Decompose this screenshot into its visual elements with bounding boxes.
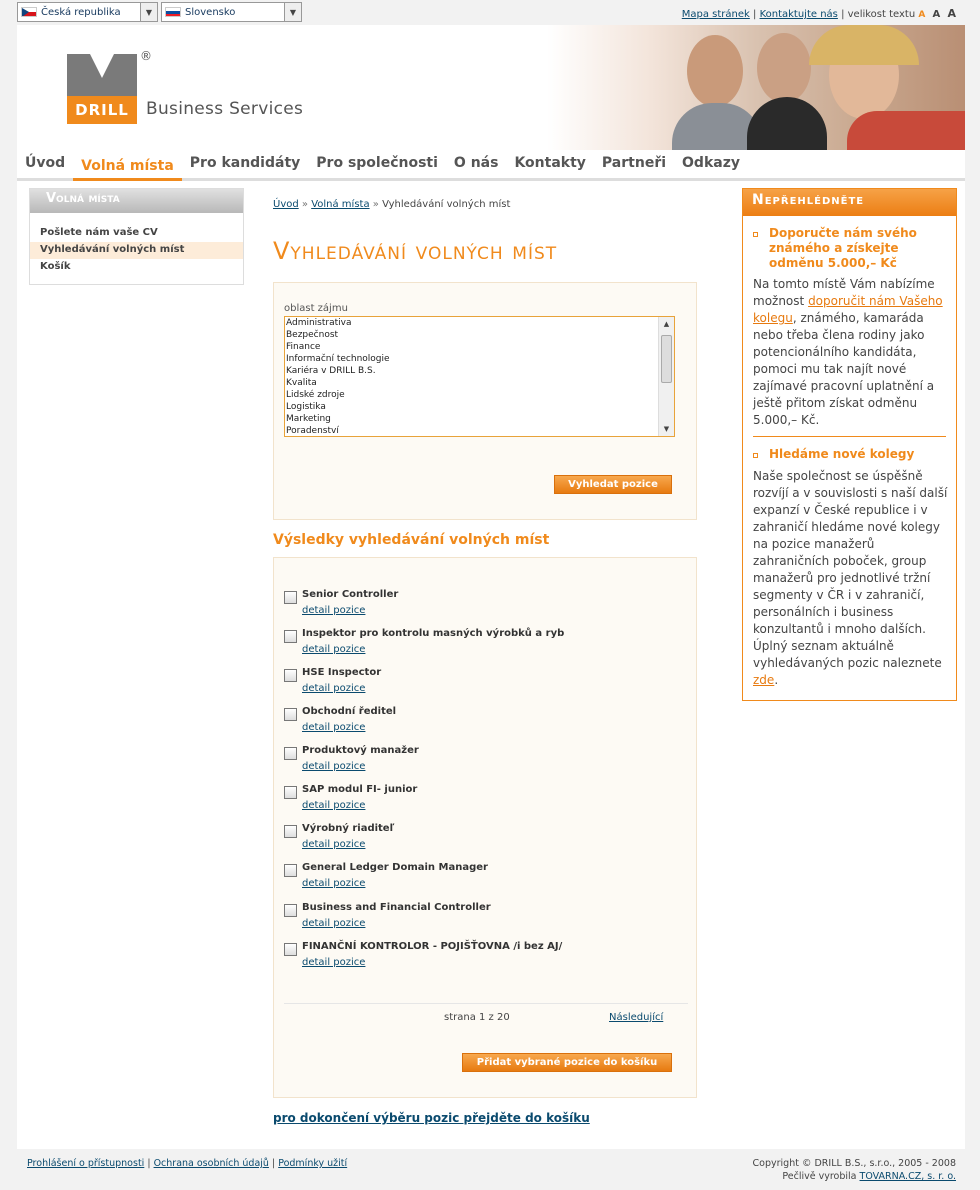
job-checkbox[interactable]: [284, 825, 297, 838]
listbox-option[interactable]: Logistika: [286, 402, 326, 412]
country-label: Slovensko: [185, 6, 236, 18]
job-row: [284, 900, 684, 936]
footer-privacy-link[interactable]: Ochrana osobních údajů: [153, 1158, 269, 1169]
font-size-medium[interactable]: A: [932, 9, 941, 20]
listbox-option[interactable]: Marketing: [286, 414, 331, 424]
nav-pro-spolecnosti[interactable]: Pro společnosti: [316, 155, 438, 171]
contact-link[interactable]: Kontaktujte nás: [759, 9, 838, 20]
job-detail-link[interactable]: detail pozice: [302, 605, 366, 616]
job-row: [284, 704, 684, 740]
search-button[interactable]: Vyhledat pozice: [554, 475, 672, 494]
job-row: [284, 782, 684, 818]
header-photo: [547, 25, 965, 150]
bullet-icon: [753, 453, 758, 458]
menu-item-send-cv[interactable]: Pošlete nám vaše CV: [40, 227, 158, 238]
tovarna-link[interactable]: TOVARNA.CZ, s. r. o.: [859, 1171, 956, 1182]
area-label: oblast zájmu: [284, 303, 348, 314]
breadcrumb-home[interactable]: Úvod: [273, 199, 299, 210]
listbox-option[interactable]: Informační technologie: [286, 354, 390, 364]
job-title: FINANČNÍ KONTROLOR - POJIŠŤOVNA /i bez AJ/: [302, 941, 563, 952]
listbox-option[interactable]: Lidské zdroje: [286, 390, 345, 400]
sidebar-heading-referral: Doporučte nám svého známého a získejte odměnu 5.000,– Kč: [769, 226, 917, 270]
fontsize-label: velikost textu: [847, 9, 916, 20]
job-detail-link[interactable]: detail pozice: [302, 957, 366, 968]
font-size-small[interactable]: A: [918, 10, 926, 20]
nav-kontakty[interactable]: Kontakty: [514, 155, 586, 171]
job-detail-link[interactable]: detail pozice: [302, 800, 366, 811]
pagination: [284, 1003, 688, 1023]
positions-link[interactable]: zde: [753, 673, 775, 687]
country-select-sk[interactable]: [161, 2, 302, 22]
sidebar-heading-hiring: Hledáme nové kolegy: [769, 447, 915, 461]
search-form: [273, 282, 697, 520]
nav-o-nas[interactable]: O nás: [453, 155, 499, 171]
job-row: [284, 626, 684, 662]
job-detail-link[interactable]: detail pozice: [302, 722, 366, 733]
listbox-scrollbar[interactable]: [658, 317, 674, 436]
job-detail-link[interactable]: detail pozice: [302, 878, 366, 889]
job-row: [284, 587, 684, 623]
listbox-option[interactable]: Administrativa: [286, 318, 352, 328]
job-title: Výrobný riaditeľ: [302, 823, 395, 834]
country-label: Česká republika: [41, 6, 121, 18]
job-checkbox[interactable]: [284, 904, 297, 917]
scroll-thumb[interactable]: [661, 335, 672, 383]
sidebar-title: Nepřehlédněte: [743, 189, 956, 216]
job-checkbox[interactable]: [284, 669, 297, 682]
page-title: Vyhledávání volných míst: [273, 237, 558, 265]
main-nav: [17, 153, 965, 181]
job-title: Business and Financial Controller: [302, 902, 491, 913]
add-to-cart-button[interactable]: Přidat vybrané pozice do košíku: [462, 1053, 672, 1072]
footer-terms-link[interactable]: Podmínky užití: [278, 1158, 348, 1169]
copyright: Copyright © DRILL B.S., s.r.o., 2005 - 2008: [752, 1158, 956, 1169]
job-checkbox[interactable]: [284, 864, 297, 877]
job-detail-link[interactable]: detail pozice: [302, 839, 366, 850]
job-title: HSE Inspector: [302, 667, 382, 678]
job-checkbox[interactable]: [284, 630, 297, 643]
left-menu-title: Volná místa: [30, 189, 243, 213]
job-detail-link[interactable]: detail pozice: [302, 644, 366, 655]
sitemap-link[interactable]: Mapa stránek: [681, 9, 750, 20]
nav-volna-mista[interactable]: Volná místa: [73, 155, 182, 181]
top-links: Mapa stránek | Kontaktujte nás | velikost textu A A A: [681, 7, 956, 20]
scroll-down-icon[interactable]: ▼: [663, 425, 670, 433]
sidebar-divider: [753, 436, 946, 437]
listbox-option[interactable]: Kvalita: [286, 378, 317, 388]
sk-flag-icon: [165, 7, 181, 17]
sidebar-box: [742, 188, 957, 701]
breadcrumb-current: Vyhledávání volných míst: [382, 199, 511, 210]
font-size-large[interactable]: A: [947, 7, 956, 20]
job-detail-link[interactable]: detail pozice: [302, 761, 366, 772]
job-title: Senior Controller: [302, 589, 399, 600]
brand-tagline: Business Services: [146, 99, 304, 119]
area-listbox[interactable]: [284, 316, 675, 437]
breadcrumb: [273, 199, 510, 210]
nav-odkazy[interactable]: Odkazy: [682, 155, 740, 171]
page: [17, 25, 965, 1149]
job-title: Produktový manažer: [302, 745, 419, 756]
country-select-cz[interactable]: [17, 2, 158, 22]
breadcrumb-volna-mista[interactable]: Volná místa: [311, 199, 370, 210]
cz-flag-icon: [21, 7, 37, 17]
job-checkbox[interactable]: [284, 943, 297, 956]
footer-accessibility-link[interactable]: Prohlášení o přístupnosti: [27, 1158, 145, 1169]
nav-pro-kandidaty[interactable]: Pro kandidáty: [189, 155, 301, 171]
drill-logo[interactable]: [67, 54, 137, 124]
bullet-icon: [753, 232, 758, 237]
sidebar-text-referral: Na tomto místě Vám nabízíme možnost doporučit nám Vašeho kolegu, známého, kamaráda nebo třeba člena rodiny jako potencionálního kandidáta, pomoci mu tak najít nové zajímavé pracovní uplatnění a ještě přitom získat odměnu 5.000,– Kč.: [753, 277, 943, 427]
breadcrumb-separator: »: [301, 199, 312, 210]
listbox-option[interactable]: Poradenství: [286, 426, 339, 436]
header: [17, 25, 965, 150]
results-list: [273, 557, 697, 1098]
job-row: [284, 939, 684, 975]
scroll-up-icon[interactable]: ▲: [663, 320, 670, 328]
results-title: Výsledky vyhledávání volných míst: [273, 532, 550, 548]
logo-text: DRILL: [67, 96, 137, 124]
registered-mark: ®: [140, 49, 152, 63]
nav-partneri[interactable]: Partneři: [601, 155, 667, 171]
menu-item-search[interactable]: Vyhledávání volných míst: [30, 242, 243, 259]
go-to-cart-link[interactable]: pro dokončení výběru pozic přejděte do košíku: [273, 1111, 590, 1125]
job-row: [284, 860, 684, 896]
job-title: Obchodní ředitel: [302, 706, 397, 717]
job-detail-link[interactable]: detail pozice: [302, 918, 366, 929]
next-page-link[interactable]: Následující: [609, 1012, 664, 1023]
left-menu: [29, 188, 244, 285]
logo-triangle: [90, 54, 114, 78]
footer-links: Prohlášení o přístupnosti | Ochrana osobních údajů | Podmínky užití: [27, 1158, 348, 1169]
sidebar-text-hiring: Naše společnost se úspěšně rozvíjí a v souvislosti s naší další expanzí v České republice i v zahraničí hledáme nové kolegy na pozice manažerů zahraničních poboček, group manažerů pro jednotlivé tržní segmenty v ČR i v zahraničí, personálních i business konzultantů i mnoho dalších. Úplný seznam aktuálně vyhledávaných pozic naleznete zde.: [753, 469, 948, 687]
listbox-option[interactable]: Kariéra v DRILL B.S.: [286, 366, 376, 376]
footer: [0, 1149, 980, 1190]
nav-uvod[interactable]: Úvod: [25, 155, 66, 171]
job-title: General Ledger Domain Manager: [302, 862, 488, 873]
job-row: [284, 743, 684, 779]
chevron-down-icon[interactable]: ▼: [284, 3, 301, 21]
menu-item-cart[interactable]: Košík: [40, 261, 71, 272]
job-checkbox[interactable]: [284, 786, 297, 799]
chevron-down-icon[interactable]: ▼: [140, 3, 157, 21]
listbox-option[interactable]: Finance: [286, 342, 321, 352]
job-checkbox[interactable]: [284, 591, 297, 604]
job-title: SAP modul FI- junior: [302, 784, 418, 795]
job-checkbox[interactable]: [284, 708, 297, 721]
job-detail-link[interactable]: detail pozice: [302, 683, 366, 694]
breadcrumb-separator: »: [372, 199, 383, 210]
listbox-option[interactable]: Bezpečnost: [286, 330, 339, 340]
page-indicator: strana 1 z 20: [444, 1012, 510, 1023]
job-row: [284, 665, 684, 701]
made-by: Pečlivě vyrobila TOVARNA.CZ, s. r. o.: [782, 1171, 956, 1182]
referral-link[interactable]: doporučit nám Vašeho kolegu: [753, 294, 943, 325]
job-checkbox[interactable]: [284, 747, 297, 760]
job-row: [284, 821, 684, 857]
job-title: Inspektor pro kontrolu masných výrobků a ryb: [302, 628, 565, 639]
